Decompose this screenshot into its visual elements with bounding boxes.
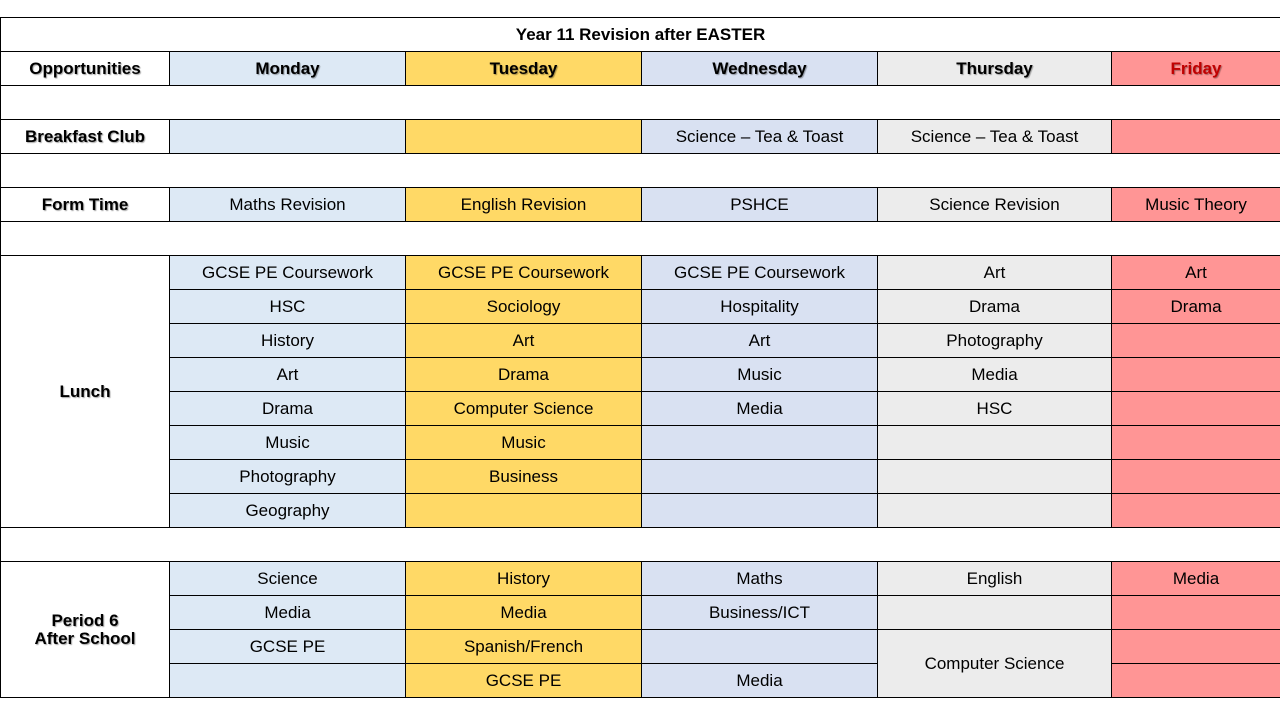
lunch-cell: Music <box>406 426 642 460</box>
lunch-cell: Drama <box>1112 290 1280 324</box>
spacer <box>1 154 1280 188</box>
lunch-cell <box>1112 324 1280 358</box>
period6-row <box>1 596 1280 630</box>
spacer-row <box>1 86 1280 120</box>
lunch-cell <box>406 494 642 528</box>
lunch-cell: HSC <box>878 392 1112 426</box>
breakfast-club-row <box>1 120 1280 154</box>
lunch-label: Lunch <box>1 256 170 528</box>
period6-cell: Business/ICT <box>642 596 878 630</box>
period6-cell: Media <box>406 596 642 630</box>
day-header-monday: Monday <box>170 52 406 86</box>
period6-cell: Science <box>170 562 406 596</box>
lunch-cell <box>1112 392 1280 426</box>
lunch-row <box>1 256 1280 290</box>
lunch-cell: Business <box>406 460 642 494</box>
period6-cell <box>1112 664 1280 698</box>
lunch-row <box>1 358 1280 392</box>
timetable-title: Year 11 Revision after EASTER <box>1 18 1280 52</box>
lunch-cell <box>1112 494 1280 528</box>
period6-cell <box>170 664 406 698</box>
lunch-row <box>1 392 1280 426</box>
form-time-friday: Music Theory <box>1112 188 1280 222</box>
lunch-cell: Drama <box>878 290 1112 324</box>
lunch-cell <box>642 494 878 528</box>
period6-cell: History <box>406 562 642 596</box>
form-time-label: Form Time <box>1 188 170 222</box>
lunch-cell: Computer Science <box>406 392 642 426</box>
lunch-cell: Art <box>170 358 406 392</box>
spacer <box>1 528 1280 562</box>
opportunities-header: Opportunities <box>1 52 170 86</box>
lunch-cell: Music <box>170 426 406 460</box>
period6-cell: Media <box>642 664 878 698</box>
period6-cell <box>878 596 1112 630</box>
lunch-cell: HSC <box>170 290 406 324</box>
lunch-row <box>1 460 1280 494</box>
period6-cell: GCSE PE <box>406 664 642 698</box>
lunch-cell: GCSE PE Coursework <box>406 256 642 290</box>
lunch-cell: GCSE PE Coursework <box>642 256 878 290</box>
period6-label <box>1 562 170 698</box>
period6-cell <box>1112 630 1280 664</box>
lunch-cell: Art <box>1112 256 1280 290</box>
lunch-cell: Media <box>878 358 1112 392</box>
lunch-row <box>1 290 1280 324</box>
lunch-cell <box>1112 358 1280 392</box>
period6-cell <box>1112 596 1280 630</box>
day-header-thursday: Thursday <box>878 52 1112 86</box>
form-time-tuesday: English Revision <box>406 188 642 222</box>
lunch-cell: Photography <box>170 460 406 494</box>
lunch-cell <box>642 460 878 494</box>
lunch-cell: Drama <box>170 392 406 426</box>
lunch-cell: History <box>170 324 406 358</box>
lunch-cell <box>1112 426 1280 460</box>
form-time-thursday: Science Revision <box>878 188 1112 222</box>
lunch-cell: Geography <box>170 494 406 528</box>
lunch-row <box>1 426 1280 460</box>
period6-cell <box>642 630 878 664</box>
breakfast-monday <box>170 120 406 154</box>
lunch-cell: Art <box>406 324 642 358</box>
lunch-row <box>1 324 1280 358</box>
period6-cell: Media <box>1112 562 1280 596</box>
spacer-row <box>1 528 1280 562</box>
period6-cell: Spanish/French <box>406 630 642 664</box>
period6-row <box>1 630 1280 664</box>
lunch-cell: Drama <box>406 358 642 392</box>
period6-cell: Computer Science <box>878 630 1112 698</box>
breakfast-wednesday: Science – Tea & Toast <box>642 120 878 154</box>
header-row <box>1 52 1280 86</box>
breakfast-friday <box>1112 120 1280 154</box>
period6-cell: GCSE PE <box>170 630 406 664</box>
title-row <box>1 18 1280 52</box>
lunch-cell <box>642 426 878 460</box>
lunch-cell: Art <box>642 324 878 358</box>
form-time-monday: Maths Revision <box>170 188 406 222</box>
spacer-row <box>1 222 1280 256</box>
lunch-cell: Photography <box>878 324 1112 358</box>
lunch-cell: GCSE PE Coursework <box>170 256 406 290</box>
breakfast-tuesday <box>406 120 642 154</box>
period6-cell: English <box>878 562 1112 596</box>
spacer <box>1 222 1280 256</box>
lunch-cell: Sociology <box>406 290 642 324</box>
day-header-tuesday: Tuesday <box>406 52 642 86</box>
lunch-cell: Art <box>878 256 1112 290</box>
period6-label-line1: Period 6 <box>51 610 119 630</box>
period6-row <box>1 562 1280 596</box>
lunch-cell: Media <box>642 392 878 426</box>
period6-label-line2: After School <box>34 628 136 648</box>
period6-cell: Media <box>170 596 406 630</box>
breakfast-thursday: Science – Tea & Toast <box>878 120 1112 154</box>
period6-cell: Maths <box>642 562 878 596</box>
breakfast-club-label: Breakfast Club <box>1 120 170 154</box>
spacer-row <box>1 154 1280 188</box>
lunch-row <box>1 494 1280 528</box>
lunch-cell <box>878 494 1112 528</box>
form-time-wednesday: PSHCE <box>642 188 878 222</box>
revision-timetable <box>0 17 1280 698</box>
lunch-cell <box>878 426 1112 460</box>
lunch-cell <box>878 460 1112 494</box>
lunch-cell: Music <box>642 358 878 392</box>
day-header-friday: Friday <box>1112 52 1280 86</box>
day-header-wednesday: Wednesday <box>642 52 878 86</box>
lunch-cell: Hospitality <box>642 290 878 324</box>
spacer <box>1 86 1280 120</box>
form-time-row <box>1 188 1280 222</box>
lunch-cell <box>1112 460 1280 494</box>
